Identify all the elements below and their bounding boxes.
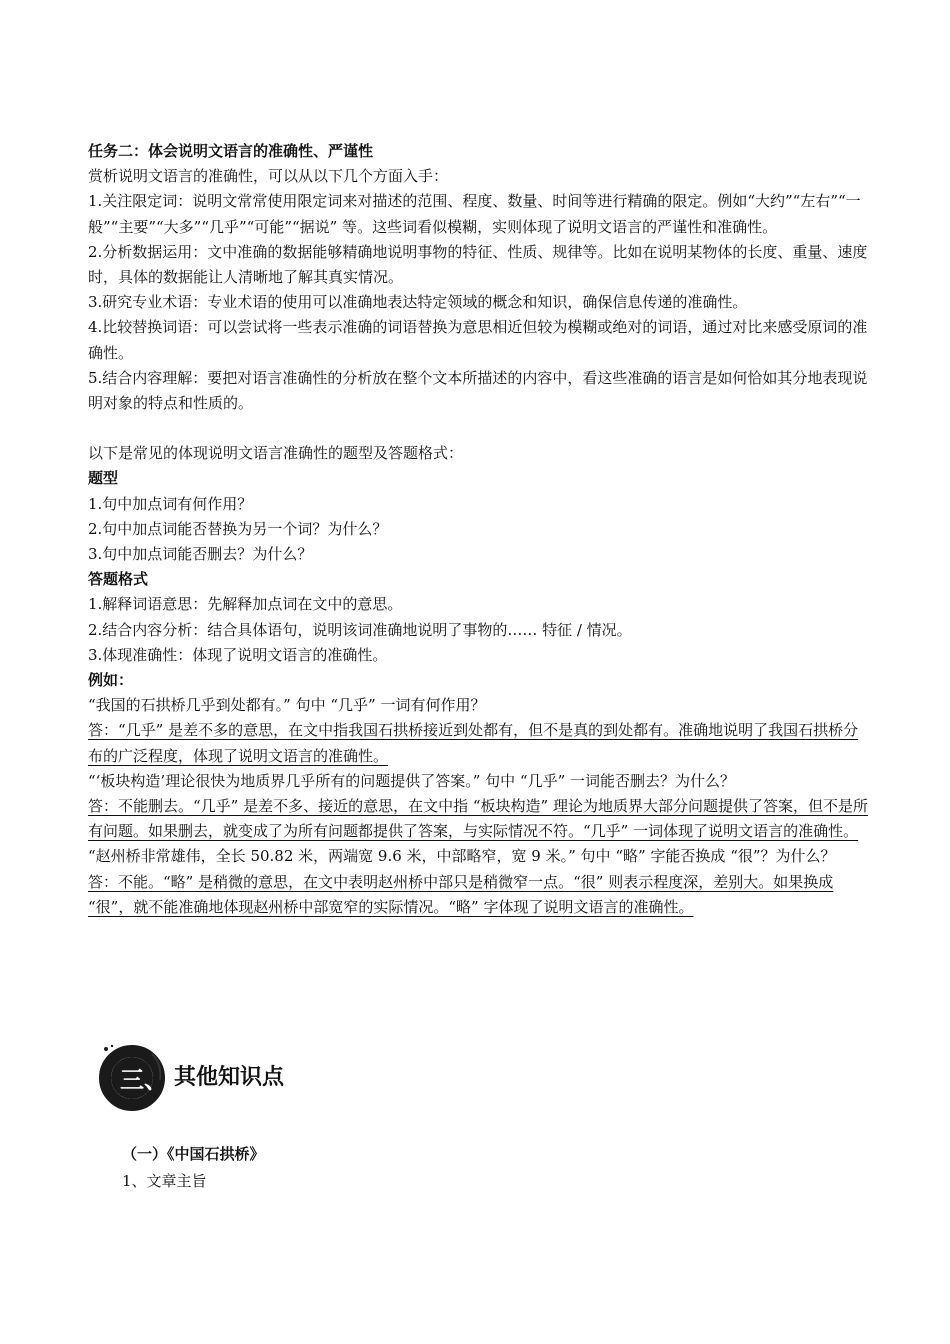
task-heading: 任务二：体会说明文语言的准确性、严谨性 — [88, 142, 374, 160]
example-answer: 答：不能删去。“几乎” 是差不多、接近的意思，在文中指 “板块构造” 理论为地质界大部分问题提供了答案，但不是所有问题。如果删去，就变成了为所有问题都提供了答案，与实际情况不符。“几乎” 一词体现了说明文语言的准确性。 — [88, 797, 868, 841]
type-item: 1.句中加点词有何作用？ — [88, 494, 253, 513]
section-header — [98, 1040, 498, 1112]
example-question: “我国的石拱桥几乎到处都有。” 句中 “几乎” 一词有何作用？ — [88, 696, 486, 715]
example-answer: 答：不能。“略” 是稍微的意思，在文中表明赵州桥中部只是稍微窄一点。“很” 则表示程度深，差别大。如果换成 “很”，就不能准确地体现赵州桥中部宽窄的实际情况。“略” 字体现了说明文语言的准确性。 — [88, 872, 834, 916]
format-item: 3.体现准确性：体现了说明文语言的准确性。 — [88, 645, 388, 664]
example-question: “赵州桥非常雄伟，全长 50.82 米，两端宽 9.6 米，中部略窄，宽 9 米。” 句中 “略” 字能否换成 “很”？为什么？ — [88, 847, 836, 866]
section-number: 三、 — [120, 1066, 168, 1094]
task-point: 2.分析数据运用：文中准确的数据能够精确地说明事物的特征、性质、规律等。比如在说明某物体的长度、重量、速度时，具体的数据能让人清晰地了解其真实情况。 — [88, 242, 868, 287]
task-point: 3.研究专业术语：专业术语的使用可以准确地表达特定领域的概念和知识，确保信息传递的准确性。 — [88, 293, 748, 312]
task-intro: 赏析说明文语言的准确性，可以从以下几个方面入手： — [88, 167, 449, 186]
type-item: 3.句中加点词能否删去？为什么？ — [88, 545, 313, 564]
type-item: 2.句中加点词能否替换为另一个词？为什么？ — [88, 519, 388, 538]
types-intro: 以下是常见的体现说明文语言准确性的题型及答题格式： — [88, 444, 464, 463]
types-heading: 题型 — [88, 469, 119, 488]
sub-heading: （一）《中国石拱桥》 — [122, 1145, 265, 1163]
spacer — [88, 416, 868, 441]
example-answer: 答：“几乎” 是差不多的意思，在文中指我国石拱桥接近到处都有，但不是真的到处都有。准确地说明了我国石拱桥分布的广泛程度，体现了说明文语言的准确性。 — [88, 721, 859, 765]
format-heading: 答题格式 — [88, 570, 149, 589]
example-question: “‘板块构造’理论很快为地质界几乎所有的问题提供了答案。” 句中 “几乎” 一词能否删去？为什么？ — [88, 771, 736, 790]
task-point: 4.比较替换词语：可以尝试将一些表示准确的词语替换为意思相近但较为模糊或绝对的词语，通过对比来感受原词的准确性。 — [88, 318, 868, 362]
format-item: 1.解释词语意思：先解释加点词在文中的意思。 — [88, 595, 403, 614]
examples-heading: 例如： — [88, 671, 134, 690]
format-item: 2.结合内容分析：结合具体语句，说明该词准确地说明了事物的…… 特征 / 情况。 — [88, 620, 632, 639]
task-point: 1.关注限定词：说明文常常使用限定词来对描述的范围、程度、数量、时间等进行精确的限定。例如“大约”“左右”“一般”“主要”“大多”“几乎”“可能”“据说” 等。这些词看似模糊，实则体现了说明文语言的严谨性和准确性。 — [88, 192, 861, 236]
main-content — [88, 139, 868, 920]
task-point: 5.结合内容理解：要把对语言准确性的分析放在整个文本所描述的内容中，看这些准确的语言是如何恰如其分地表现说明对象的特点和性质的。 — [88, 368, 868, 413]
sub-item: 1、文章主旨 — [122, 1172, 207, 1190]
section-title: 其他知识点 — [174, 1065, 285, 1090]
